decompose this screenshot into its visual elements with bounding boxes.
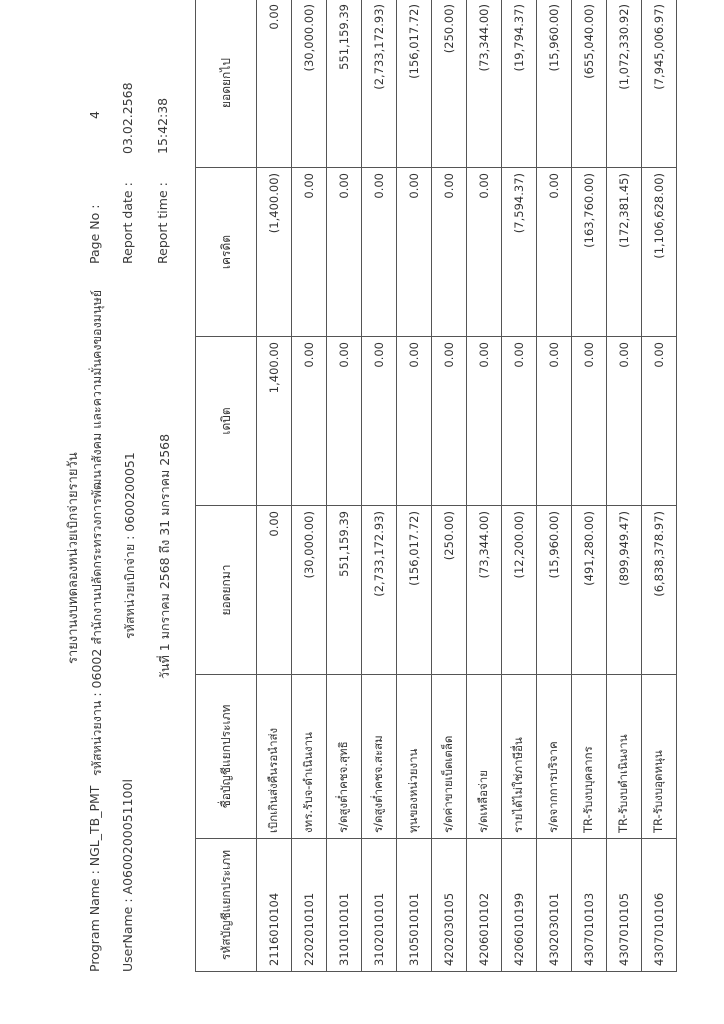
account-name: TR-รับงบดำเนินงาน	[607, 675, 642, 839]
account-name: TR-รับงบอุดหนุน	[642, 675, 677, 839]
report-time: 15:42:38	[155, 97, 170, 154]
debit: 0.00	[362, 337, 397, 506]
report-date-label: Report date :	[120, 182, 135, 264]
table-row	[572, 0, 607, 972]
carried-forward: (19,794.37)	[502, 0, 537, 168]
carried-forward: (655,040.00)	[572, 0, 607, 168]
carried-forward: (30,000.00)	[292, 0, 327, 168]
brought-forward: (15,960.00)	[537, 506, 572, 675]
column-header-credit: เครดิต	[196, 168, 257, 337]
credit: (172,381.45)	[607, 168, 642, 337]
table-row	[397, 0, 432, 972]
credit: 0.00	[397, 168, 432, 337]
report-time-label: Report time :	[155, 182, 170, 264]
brought-forward: 551,159.39	[327, 506, 362, 675]
credit: (7,594.37)	[502, 168, 537, 337]
column-header-account-code: รหัสบัญชีแยกประเภท	[196, 839, 257, 972]
account-code: 2202010101	[292, 839, 327, 972]
account-name: งทร.รับจ-ดำเนินงาน	[292, 675, 327, 839]
debit: 0.00	[607, 337, 642, 506]
account-code: 4302030101	[537, 839, 572, 972]
credit: 0.00	[537, 168, 572, 337]
brought-forward: 0.00	[257, 506, 292, 675]
debit: 0.00	[292, 337, 327, 506]
carried-forward: (2,733,172.93)	[362, 0, 397, 168]
brought-forward: (73,344.00)	[467, 506, 502, 675]
brought-forward: (2,733,172.93)	[362, 506, 397, 675]
account-code: 4307010106	[642, 839, 677, 972]
table-row	[292, 0, 327, 972]
carried-forward: (250.00)	[432, 0, 467, 168]
debit: 0.00	[327, 337, 362, 506]
account-name: ร/ดค่าขายเบ็ดเตล็ด	[432, 675, 467, 839]
credit: (1,106,628.00)	[642, 168, 677, 337]
brought-forward: (491,280.00)	[572, 506, 607, 675]
debit: 0.00	[397, 337, 432, 506]
credit: (1,400.00)	[257, 168, 292, 337]
table-row	[327, 0, 362, 972]
account-name: ทุนของหน่วยงาน	[397, 675, 432, 839]
date-range: วันที่ 1 มกราคม 2568 ถึง 31 มกราคม 2568	[157, 433, 172, 679]
page-number-label: Page No :	[87, 204, 102, 264]
debit: 0.00	[502, 337, 537, 506]
debit: 0.00	[572, 337, 607, 506]
account-name: ร/ดจากการบริจาค	[537, 675, 572, 839]
table-row	[642, 0, 677, 972]
table-row	[502, 0, 537, 972]
account-name: รายได้ไม่ใช่ภาษีอื่น	[502, 675, 537, 839]
column-header-brought-forward: ยอดยกมา	[196, 506, 257, 675]
table-header-row	[196, 0, 257, 972]
account-name: เบิกเกินส่งคืนรอนำส่ง	[257, 675, 292, 839]
brought-forward: (6,838,378.97)	[642, 506, 677, 675]
table-row	[432, 0, 467, 972]
carried-forward: 551,159.39	[327, 0, 362, 168]
column-header-account-name: ชื่อบัญชีแยกประเภท	[196, 675, 257, 839]
trial-balance-table	[195, 0, 677, 972]
disbursement-unit: รหัสหน่วยเบิกจ่าย : 0600200051	[122, 452, 137, 639]
account-code: 4307010103	[572, 839, 607, 972]
report-date: 03.02.2568	[120, 82, 135, 154]
brought-forward: (30,000.00)	[292, 506, 327, 675]
column-header-carried-forward: ยอดยกไป	[196, 0, 257, 168]
credit: 0.00	[362, 168, 397, 337]
debit: 0.00	[537, 337, 572, 506]
username: UserName : A0600200051100l	[120, 779, 135, 972]
brought-forward: (899,949.47)	[607, 506, 642, 675]
program-name: Program Name : NGL_TB_PMT	[87, 785, 102, 972]
credit: (163,760.00)	[572, 168, 607, 337]
debit: 0.00	[432, 337, 467, 506]
account-code: 3101010101	[327, 839, 362, 972]
carried-forward: 0.00	[257, 0, 292, 168]
page-number: 4	[87, 111, 102, 119]
carried-forward: (7,945,006.97)	[642, 0, 677, 168]
account-code: 3105010101	[397, 839, 432, 972]
account-code: 4202030105	[432, 839, 467, 972]
account-code: 4206010199	[502, 839, 537, 972]
debit: 0.00	[642, 337, 677, 506]
report-title: รายงานงบทดลองหน่วยเบิกจ่ายรายวัน	[66, 452, 81, 664]
account-code: 4206010102	[467, 839, 502, 972]
account-name: TR-รับงบบุคลากร	[572, 675, 607, 839]
agency-line: รหัสหน่วยงาน : 06002 สำนักงานปลัดกระทรวงการพัฒนาสังคม และความมั่นคงของมนุษย์	[89, 289, 104, 776]
table-row	[607, 0, 642, 972]
table-row	[467, 0, 502, 972]
credit: 0.00	[432, 168, 467, 337]
table-row	[257, 0, 292, 972]
brought-forward: (12,200.00)	[502, 506, 537, 675]
carried-forward: (156,017.72)	[397, 0, 432, 168]
brought-forward: (250.00)	[432, 506, 467, 675]
credit: 0.00	[467, 168, 502, 337]
credit: 0.00	[327, 168, 362, 337]
table-row	[362, 0, 397, 972]
carried-forward: (1,072,330.92)	[607, 0, 642, 168]
brought-forward: (156,017.72)	[397, 506, 432, 675]
table-row	[537, 0, 572, 972]
carried-forward: (15,960.00)	[537, 0, 572, 168]
account-code: 2116010104	[257, 839, 292, 972]
account-name: ร/ดสูงต่ำคชจ.สุทธิ	[327, 675, 362, 839]
account-name: ร/ดเหลือจ่าย	[467, 675, 502, 839]
debit: 0.00	[467, 337, 502, 506]
column-header-debit: เดบิต	[196, 337, 257, 506]
account-name: ร/ดสูงต่ำคชจ.สะสม	[362, 675, 397, 839]
carried-forward: (73,344.00)	[467, 0, 502, 168]
account-code: 3102010101	[362, 839, 397, 972]
debit: 1,400.00	[257, 337, 292, 506]
account-code: 4307010105	[607, 839, 642, 972]
credit: 0.00	[292, 168, 327, 337]
